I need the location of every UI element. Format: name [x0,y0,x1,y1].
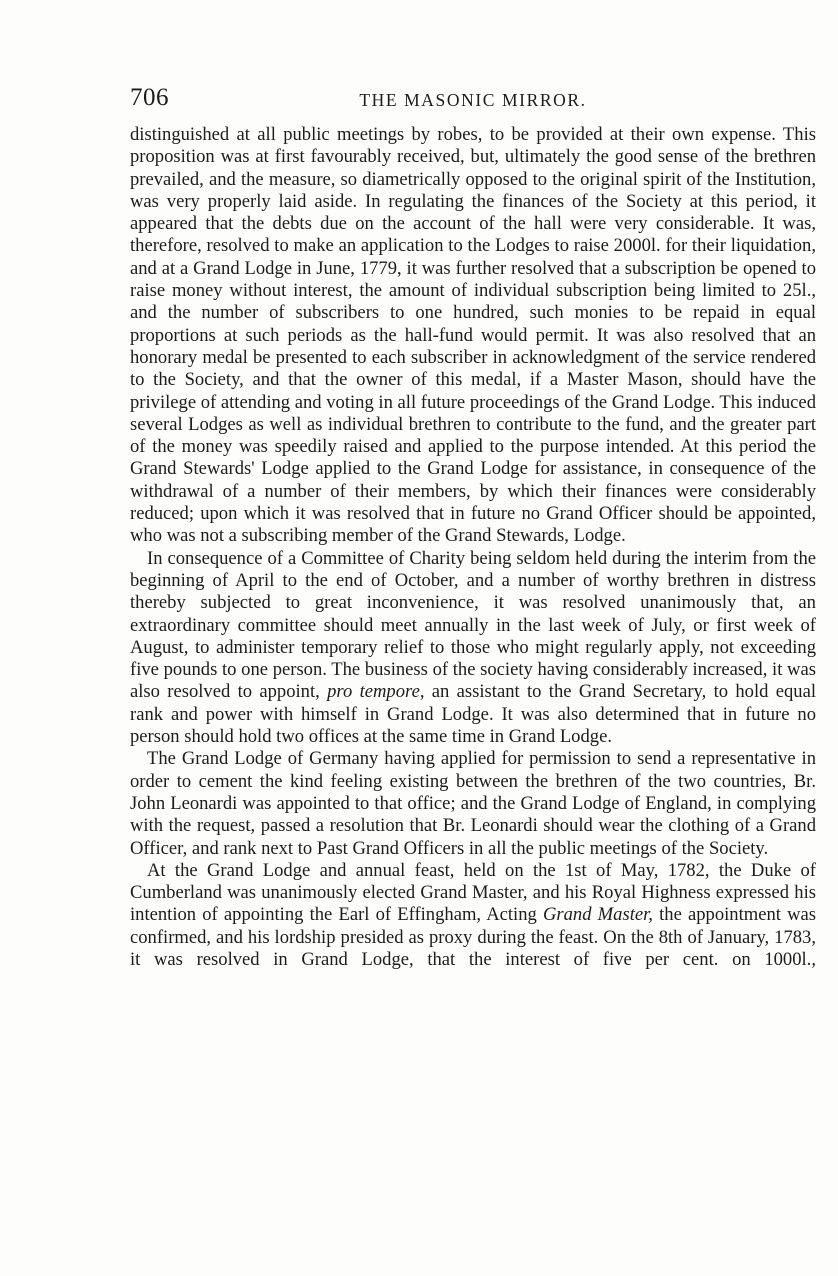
text-line: the Duke of Cumberland was unanimously elected Grand Master, and his [130,859,816,904]
text-line: was, therefore, resolved to make an application to the Lodges to raise [130,213,816,257]
text-line: of this medal, if a Master Mason, should have the privilege of attending [130,369,816,413]
text-line: number of their members, by which their finances were considerably [264,480,817,502]
text-line: also resolved that an honorary medal be presented to each subscriber in [130,324,817,368]
text-line: temporary relief to those who might regularly apply, not exceeding five [130,636,816,681]
italic-phrase: Grand Master, [542,904,653,926]
text-line: be appointed, who was not a subscribing member of the Grand Stewards, [130,503,817,547]
text-line: the Grand Lodge for assistance, in consequence of the withdrawal of a [130,458,816,502]
text-line: Lodge. It was also determined that in future no person should hold two [130,703,816,748]
running-head [130,84,816,114]
text-line: that the debts due on the account of the hall were very considerable. It [205,213,775,235]
text-line: 2000l. for their liquidation, and at a Grand Lodge in June, 1779, it was [130,235,816,279]
text-line: brethren of the two countries, Br. John Leonardi was appointed to that [130,770,816,814]
page-number: 706 [130,84,169,111]
text-line: was resolved unanimously that, an extraordinary committee should meet [130,592,816,636]
text-line: the greater part of the money was speedily raised and applied to the [130,413,817,458]
text-line: pounds to one person. The business of the society having considerably [163,659,688,681]
body-text [130,124,816,971]
text-line: acknowledgment of the service rendered to the Society, and that the owner [130,346,816,391]
text-line: office; and the Grand Lodge of England, in complying with the request, [130,792,816,837]
text-line: and voting in all future proceedings of the Grand Lodge. This induced [294,391,816,413]
text-line: aside. In regulating the finances of the Society at this period, it appeared [130,190,816,235]
text-line: representative in order to cement the kind feeling existing between the [130,748,816,792]
paragraph-hall-fund [130,124,816,548]
text-line: further resolved that a subscription be opened to raise money without [130,257,816,302]
paragraph-annual-feast-1782 [130,860,816,971]
paragraph-grand-lodge-of-germany [130,748,816,859]
text-line: At the Grand Lodge and annual feast, held on the 1st of May, 1782, [147,859,710,881]
running-title: THE MASONIC MIRROR. [359,90,587,110]
text-line: Lodge. [573,525,626,547]
text-line: passed a resolution that Br. Leonardi should wear the clothing of a Grand [260,815,816,837]
text-line: the good sense of the brethren prevailed, and the measure, so diametrically [130,146,817,190]
text-line: increased, it was also resolved to appoint, pro tempore, an assistant to the [130,659,816,703]
text-line: distinguished at all public meetings by robes, to be provided at their own [130,124,705,145]
text-line: The Grand Lodge of Germany having applied for permission to send a [147,748,686,770]
text-line: Grand Secretary, to hold equal rank and power with himself in Grand [130,681,817,725]
text-line: the number of subscribers to one hundred, such monies to be repaid in [167,302,765,324]
text-line: interim from the beginning of April to the end of October, and a number [130,547,817,591]
text-line: resolved in Grand Lodge, that the interest of five per cent. on 1000l., [196,948,816,970]
text-line: Officer, and rank next to Past Grand Officers in all the public meetings [130,837,657,859]
text-line: opposed to the original spirit of the Institution, was very properly laid [130,168,817,212]
text-line: several Lodges as well as individual brethren to contribute to the fund, and [130,413,697,435]
text-line: offices at the same time in Grand Lodge. [308,726,612,748]
text-line: reduced; upon which it was resolved that in future no Grand Officer should [130,503,709,525]
text-line: presided as proxy during the feast. On the 8th of January, 1783, it was [130,926,817,970]
text-line: annually in the last week of July, or first week of August, to administer [130,614,816,658]
text-line: In consequence of a Committee of Charity being seldom held during the [147,547,689,569]
paragraph-committee-of-charity [130,548,816,749]
text-line: expense. This proposition was at first favourably received, but, ultimately [130,124,816,168]
text-line: of worthy brethren in distress thereby subjected to great inconvenience, it [130,569,817,614]
text-line: of the Society. [661,837,769,859]
text-line: equal proportions at such periods as the hall-fund would permit. It was [130,302,816,346]
text-line: Acting Grand Master, the appointment was confirmed, and his lordship [130,904,817,948]
text-line: Royal Highness expressed his intention of appointing the Earl of Effingham, [130,882,817,926]
italic-phrase: pro tempore [327,681,420,703]
text-line: interest, the amount of individual subscription being limited to 25l., and [130,280,816,324]
text-line: purpose intended. At this period the Grand Stewards' Lodge applied to [130,436,816,480]
